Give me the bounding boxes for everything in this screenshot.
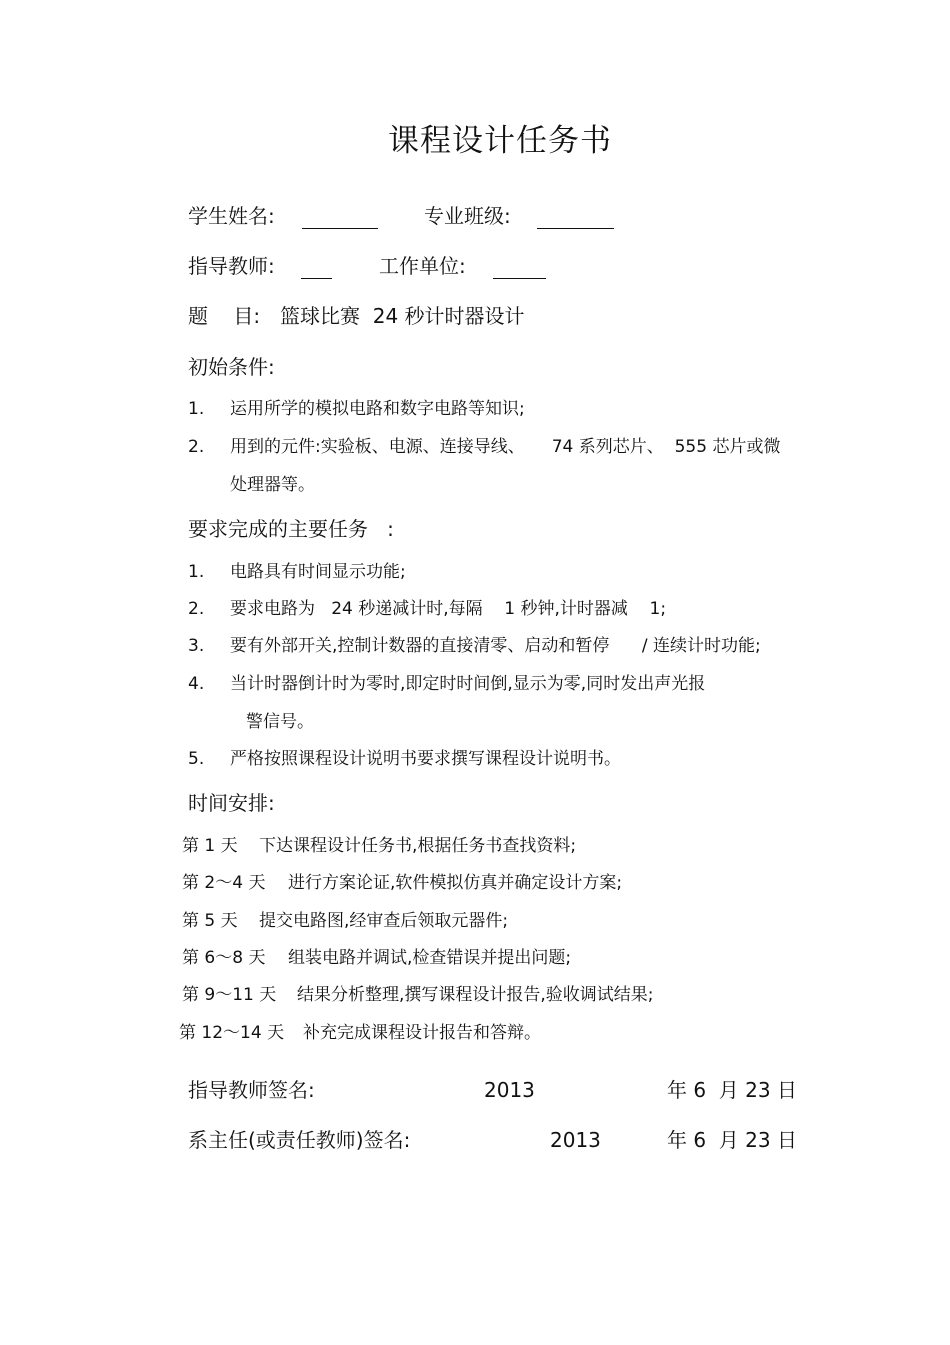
list-item-number: 1. <box>188 399 205 419</box>
schedule-task: 结果分析整理,撰写课程设计报告,验收调试结果; <box>297 985 654 1005</box>
list-item-continuation: 警信号。 <box>246 712 314 732</box>
list-item-number: 2. <box>188 437 205 457</box>
list-item: 电路具有时间显示功能; <box>230 562 406 582</box>
director-signature-year: 2013 <box>550 1128 601 1152</box>
work-unit-label: 工作单位: <box>379 254 466 278</box>
list-item-number: 4. <box>188 674 205 694</box>
advisor-blank <box>301 262 332 279</box>
advisor-signature-label: 指导教师签名: <box>188 1078 315 1102</box>
student-name-label: 学生姓名: <box>188 204 275 228</box>
topic-label: 题 目: <box>188 304 261 328</box>
student-name-blank <box>302 212 378 229</box>
advisor-label: 指导教师: <box>188 254 275 278</box>
list-item: 要求电路为 24 秒递减计时,每隔 1 秒钟,计时器减 1; <box>230 599 667 619</box>
schedule-task: 提交电路图,经审查后领取元器件; <box>259 911 509 931</box>
schedule-day: 第 6～8 天 <box>182 948 266 968</box>
advisor-signature-date: 年 6 月 23 日 <box>667 1078 797 1102</box>
work-unit-blank <box>493 262 546 279</box>
schedule-day: 第 5 天 <box>182 911 238 931</box>
major-class-blank <box>537 212 614 229</box>
schedule-task: 组装电路并调试,检查错误并提出问题; <box>288 948 572 968</box>
schedule-task: 进行方案论证,软件模拟仿真并确定设计方案; <box>288 873 623 893</box>
advisor-signature-year: 2013 <box>484 1078 535 1102</box>
list-item-continuation: 处理器等。 <box>230 475 315 495</box>
director-signature-label: 系主任(或责任教师)签名: <box>188 1128 411 1152</box>
schedule-day: 第 9～11 天 <box>182 985 277 1005</box>
page-title: 课程设计任务书 <box>388 123 612 159</box>
schedule-day: 第 1 天 <box>182 836 238 856</box>
schedule-day: 第 2～4 天 <box>182 873 266 893</box>
schedule-heading: 时间安排: <box>188 791 275 815</box>
major-class-label: 专业班级: <box>424 204 511 228</box>
topic-value: 篮球比赛 24 秒计时器设计 <box>280 304 525 328</box>
list-item: 严格按照课程设计说明书要求撰写课程设计说明书。 <box>230 749 621 769</box>
list-item-number: 3. <box>188 636 205 656</box>
schedule-task: 下达课程设计任务书,根据任务书查找资料; <box>259 836 577 856</box>
schedule-day: 第 12～14 天 <box>179 1023 285 1043</box>
schedule-task: 补充完成课程设计报告和答辩。 <box>303 1023 541 1043</box>
list-item: 运用所学的模拟电路和数字电路等知识; <box>230 399 525 419</box>
list-item: 要有外部开关,控制计数器的直接清零、启动和暂停 / 连续计时功能; <box>230 636 761 656</box>
director-signature-date: 年 6 月 23 日 <box>667 1128 797 1152</box>
list-item-number: 5. <box>188 749 205 769</box>
tasks-heading: 要求完成的主要任务 : <box>188 517 394 541</box>
list-item-number: 1. <box>188 562 205 582</box>
initial-conditions-heading: 初始条件: <box>188 355 275 379</box>
list-item: 用到的元件:实验板、电源、连接导线、 74 系列芯片、 555 芯片或微 <box>230 437 781 457</box>
list-item-number: 2. <box>188 599 205 619</box>
list-item: 当计时器倒计时为零时,即定时时间倒,显示为零,同时发出声光报 <box>230 674 706 694</box>
